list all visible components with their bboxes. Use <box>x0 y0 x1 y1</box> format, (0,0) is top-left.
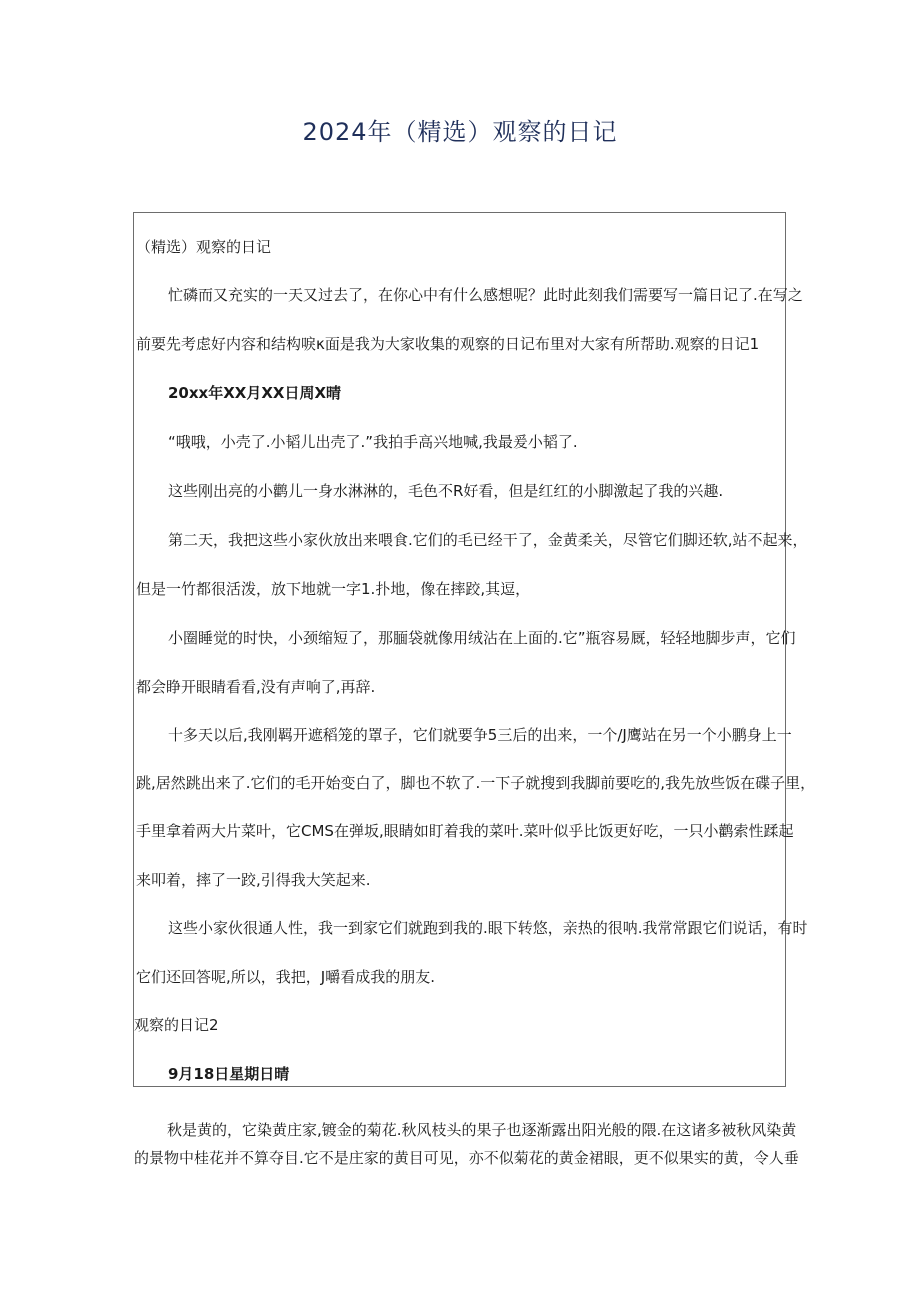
paragraph-line: 都会睁开眼睛看看,没有声响了,再辞. <box>136 678 376 696</box>
paragraph-line: “哦哦，小壳了.小韬儿出壳了.”我拍手高兴地喊,我最爰小韬了. <box>168 433 578 451</box>
paragraph-line: 这些小家伙很通人性，我一到家它们就跑到我的.眼下转悠，亲热的很呐.我常常跟它们说话，有时 <box>168 919 808 937</box>
section-heading: 观察的日记2 <box>134 1016 219 1034</box>
paragraph-line: 十多天以后,我刚羁开遮稻笼的罩子，它们就要争5三后的出来，一个/J鹰站在另一个小鹏身上一 <box>168 726 792 744</box>
paragraph-line: 前要先考虑好内容和结构唳κ面是我为大家收集的观察的日记布里对大家有所帮助.观察的日记1 <box>136 335 760 353</box>
subtitle-line: （精选）观察的日记 <box>136 238 272 256</box>
diary-date-line: 9月18日星期日晴 <box>168 1065 290 1083</box>
paragraph-line: 它们还回答呢,所以，我把，J嚼看成我的朋友. <box>136 968 435 986</box>
paragraph-line: 手里拿着两大片菜叶，它CMS在弹坂,眼睛如盯着我的菜叶.菜叶似乎比饭更好吃，一只小鹳索性蹂起 <box>136 822 794 840</box>
bordered-text-frame <box>133 212 816 1087</box>
paragraph-line: 但是一竹都很活泼，放下地就一字1.扑地，像在摔跤,其逗， <box>136 580 531 598</box>
paragraph-line: 小圈睡觉的时快，小颈缩短了，那腼袋就像用绒沾在上面的.它”瓶容易厩，轻轻地脚步声，它们 <box>168 629 796 647</box>
paragraph-line: 来叩着，摔了一跤,引得我大笑起来. <box>136 871 371 889</box>
document-title: 2024年（精选）观察的日记 <box>302 118 618 146</box>
paragraph-line: 忙磷而又充实的一天又过去了，在你心中有什么感想呢？此时此刻我们需要写一篇日记了.在写之 <box>168 286 803 304</box>
paragraph-line: 秋是黄的，它染黄庄家,镀金的菊花.秋风枝头的果子也逐渐露出阳光般的隈.在这诸多被秋风染黄 <box>167 1121 797 1139</box>
paragraph-line: 跳,居然跳出来了.它们的毛开始变白了，脚也不软了.一下子就搜到我脚前要吃的,我先放些饭在碟子里， <box>136 774 816 792</box>
paragraph-line: 的景物中桂花并不算夺目.它不是庄家的黄目可见，亦不似菊花的黄金裙眼，更不似果实的黄，令人垂 <box>134 1149 799 1167</box>
paragraph-line: 这些刚出亮的小鹳儿一身水淋淋的，毛色不R好看，但是红红的小脚激起了我的兴趣. <box>168 482 724 500</box>
paragraph-line: 第二天，我把这些小家伙放出来喂食.它们的毛已经干了，金黄柔关，尽管它们脚还软,站不起来， <box>168 531 808 549</box>
diary-date-line: 20xx年XX月XX日周X晴 <box>168 384 342 402</box>
